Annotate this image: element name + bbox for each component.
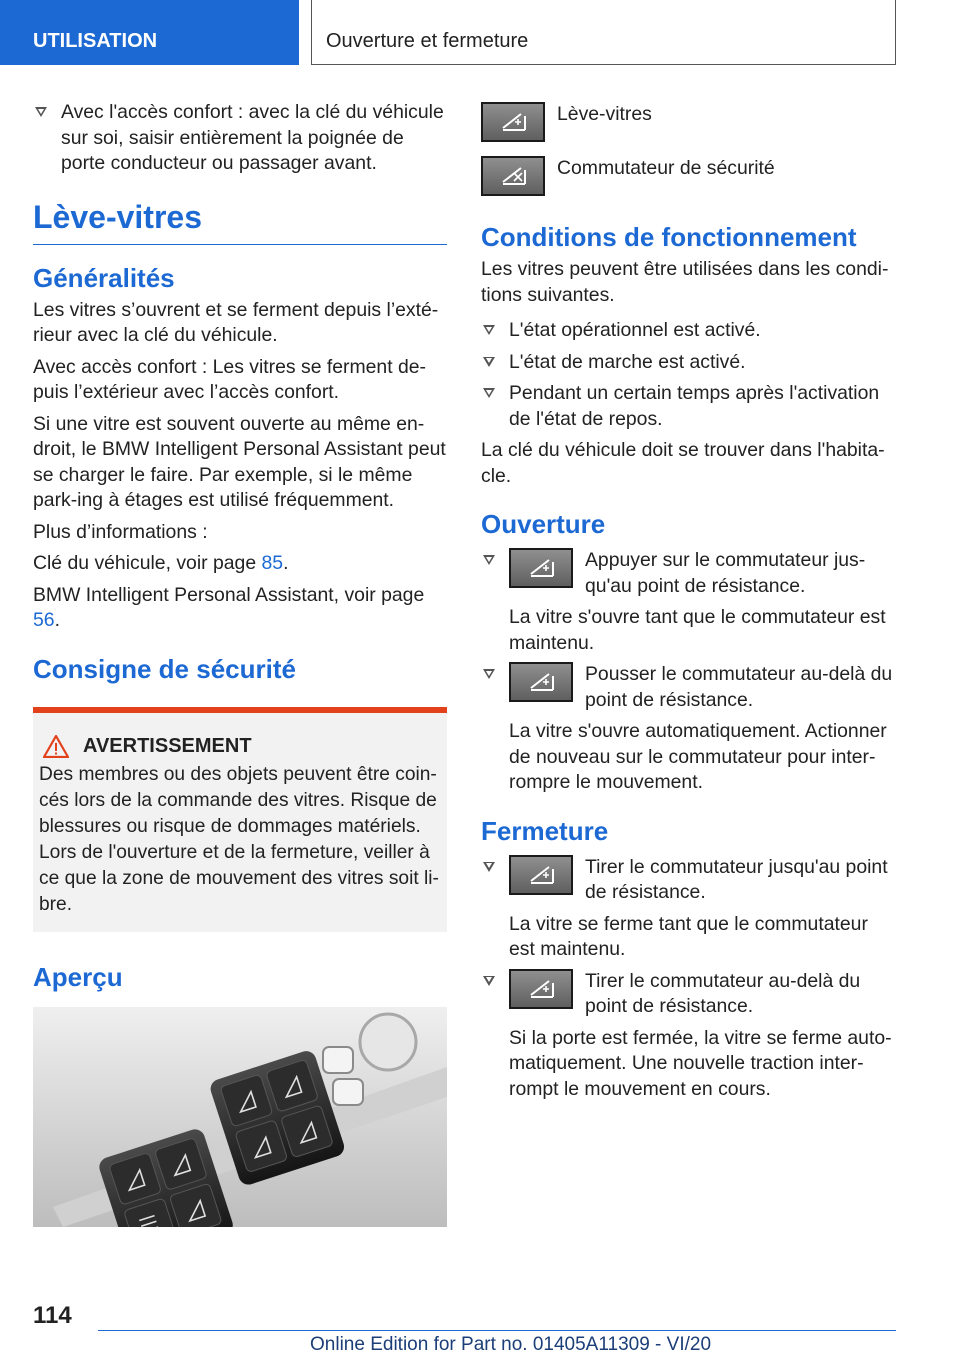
list-item: Appuyer sur le commutateur jus-qu'au point de résistance. La vitre s'ouvre tant que le commutateur est maintenu. — [481, 548, 896, 656]
door-panel-illustration — [33, 1007, 447, 1227]
paragraph: Les vitres s’ouvrent et se ferment depuis l’exté-rieur avec la clé du véhicule. — [33, 298, 439, 346]
warning-label: AVERTISSEMENT — [83, 734, 252, 757]
paragraph: Avec accès confort : Les vitres se ferment de-puis l’extérieur avec l’accès confort. — [33, 355, 427, 403]
window-lifter-switch-icon — [509, 548, 573, 588]
safety-switch-icon — [481, 156, 545, 196]
bullet-triangle-icon — [483, 555, 495, 565]
window-lifter-switch-icon — [509, 855, 573, 895]
window-lifter-switch-icon — [509, 662, 573, 702]
footer-divider — [98, 1330, 896, 1331]
paragraph: Les vitres peuvent être utilisées dans les condi-tions suivantes. — [481, 258, 889, 306]
warning-text: Des membres ou des objets peuvent être coin-cés lors de la commande des vitres. Risque de blessures ou risque de dommages matériels. Lors de l'ouverture et de la fermeture, veiller à ce que la zone de mouvement des vitres soit li-bre. — [39, 763, 439, 915]
right-column — [481, 102, 896, 1108]
section-heading-conditions: Conditions de fonctionnement — [481, 222, 857, 252]
page-link-85[interactable]: 85 — [261, 552, 284, 574]
paragraph: Si une vitre est souvent ouverte au même en-droit, le BMW Intelligent Personal Assistant peut se charger le faire. Par exemple, si le même park-ing à étages est utilisé fréquemment. — [33, 412, 446, 511]
section-heading-generalites: Généralités — [33, 262, 175, 293]
paragraph: Plus d’informations : — [33, 520, 208, 543]
list-item: L'état opérationnel est activé. — [481, 318, 896, 344]
legend-window-lifter — [481, 102, 896, 142]
section-title: UTILISATION — [33, 30, 158, 52]
bullet-triangle-icon — [483, 862, 495, 872]
paragraph: La clé du véhicule doit se trouver dans l'habita-cle. — [481, 439, 885, 487]
window-lifter-switch-icon — [481, 102, 545, 142]
warning-box — [33, 707, 447, 932]
chapter-tab — [311, 0, 896, 65]
warning-triangle-icon — [43, 735, 69, 758]
list-item: Pousser le commutateur au-delà du point de résistance. La vitre s'ouvre automatiquement. Actionner de nouveau sur le commutateur pour inter-rompre le mouvement. — [481, 662, 896, 796]
bullet-triangle-icon — [483, 669, 495, 679]
reference-key: Clé du véhicule, voir page 85. — [33, 552, 289, 574]
legend-label: Lève-vitres — [557, 103, 652, 125]
section-heading-ouverture: Ouverture — [481, 509, 606, 539]
section-heading-safety: Consigne de sécurité — [33, 653, 296, 684]
page-link-56[interactable]: 56 — [33, 609, 55, 631]
bullet-triangle-icon — [483, 388, 495, 398]
left-column — [33, 100, 447, 1227]
list-item: Tirer le commutateur jusqu'au point de résistance. La vitre se ferme tant que le commutateur est maintenu. — [481, 855, 896, 963]
list-item: Avec l'accès confort : avec la clé du véhicule sur soi, saisir entièrement la poignée de porte conducteur ou passager avant. — [33, 100, 447, 177]
reference-assistant: BMW Intelligent Personal Assistant, voir page 56. — [33, 583, 425, 631]
main-heading: Lève-vitres — [33, 199, 447, 245]
bullet-triangle-icon — [483, 976, 495, 986]
section-tab — [0, 0, 299, 65]
list-item: L'état de marche est activé. — [481, 350, 896, 376]
section-heading-fermeture: Fermeture — [481, 815, 609, 846]
bullet-triangle-icon — [35, 107, 47, 117]
window-switches-photo — [33, 1007, 447, 1227]
bullet-triangle-icon — [483, 357, 495, 367]
edition-text: Online Edition for Part no. 01405A11309 - VI/20 — [310, 1334, 712, 1355]
legend-safety-switch — [481, 156, 896, 196]
legend-label: Commutateur de sécurité — [557, 157, 775, 179]
list-item: Pendant un certain temps après l'activation de l'état de repos. — [481, 381, 896, 432]
window-lifter-switch-icon — [509, 969, 573, 1009]
section-heading-apercu: Aperçu — [33, 961, 123, 992]
bullet-triangle-icon — [483, 325, 495, 335]
page-number: 114 — [33, 1302, 72, 1329]
chapter-title: Ouverture et fermeture — [326, 30, 529, 52]
list-item: Tirer le commutateur au-delà du point de résistance. Si la porte est fermée, la vitre se ferme auto-matiquement. Une nouvelle traction inter-rompt le mouvement en cours. — [481, 969, 896, 1103]
